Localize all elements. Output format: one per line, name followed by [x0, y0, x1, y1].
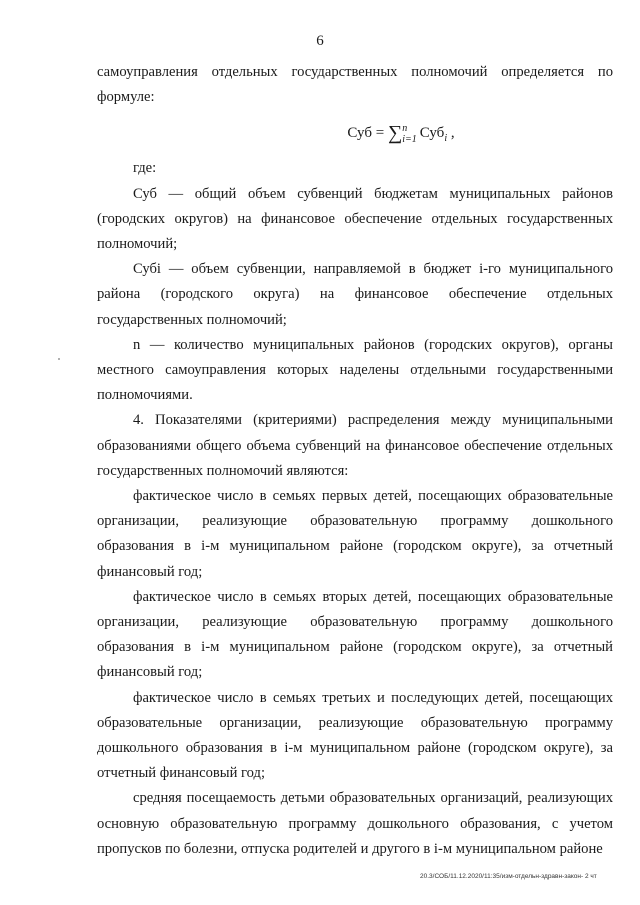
paragraph-attendance: средняя посещаемость детьми образовательных организаций, реализующих основную образовательную программу дошкольного образования, с учетом пропусков по болезни, отпуска родителей и другого в i-м муниципальном районе [97, 790, 613, 857]
page-number: 6 [316, 33, 324, 49]
formula-term: Суб [419, 125, 445, 142]
footer-reference: 20.3/СОБ/11.12.2020/11:35/изм-отдельн-здравн-закон- 2 чт [420, 873, 597, 880]
paragraph-definition-n: n — количество муниципальных районов (городских округов), органы местного самоуправления которых наделены отдельными государственными полномочиями. [97, 336, 613, 404]
paragraph-where: где: [133, 160, 157, 177]
paragraph-criteria: 4. Показателями (критериями) распределения между муниципальными образованиями общего объема субвенций на финансовое обеспечение отдельных государственных полномочий являются: [97, 412, 613, 479]
paragraph-first-children: фактическое число в семьях первых детей, посещающих образовательные организации, реализующие образовательную программу дошкольного образования в i-м муниципальном районе (городском округе), за отчетный финансовый год; [97, 488, 613, 580]
paragraph-definition-sub: Суб — общий объем субвенций бюджетам муниципальных районов (городских округов) на финансовое обеспечение отдельных государственных полномочий; [97, 185, 613, 253]
paragraph-second-children: фактическое число в семьях вторых детей, посещающих образовательные организации, реализующие образовательную программу дошкольного образования в i-м муниципальном районе (городском округе), за отчетный финансовый год; [97, 588, 613, 681]
sum-symbol: ∑ [387, 122, 403, 145]
formula-tail: , [450, 125, 455, 142]
paragraph-intro: самоуправления отдельных государственных полномочий определяется по формуле: [97, 64, 613, 106]
formula-term-index: i [444, 133, 448, 145]
sum-lower-limit: i=1 [402, 133, 417, 145]
document-body [97, 60, 613, 862]
sum-limits [402, 123, 417, 145]
scan-speck [58, 358, 60, 360]
paragraph-definition-sub-i: Субi — объем субвенции, направляемой в бюджет i-го муниципального района (городского округа) на финансовое обеспечение отдельных государственных полномочий; [97, 261, 613, 328]
formula-lhs: Суб = [347, 125, 385, 142]
formula [189, 116, 613, 150]
sum-upper-limit: n [402, 122, 408, 134]
paragraph-third-children: фактическое число в семьях третьих и последующих детей, посещающих образовательные организации, реализующие образовательную программу дошкольного образования в i-м муниципальном районе (городском округе), за отчетный финансовый год; [97, 689, 613, 782]
